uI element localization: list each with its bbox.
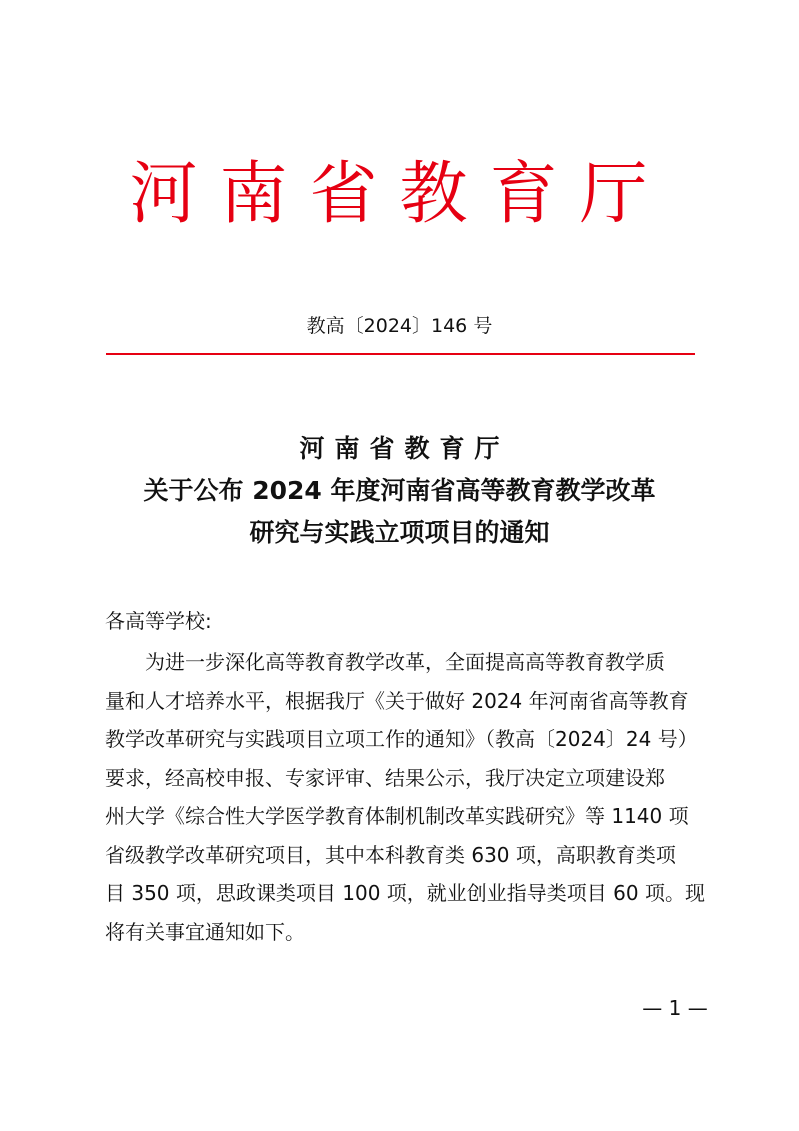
title-line-1: 河南省教育厅: [299, 434, 510, 463]
body-line: 量和人才培养水平，根据我厅《关于做好 2024 年河南省高等教育: [105, 688, 689, 713]
title-line-3: 研究与实践立项项目的通知: [249, 518, 550, 547]
body-paragraph: [105, 643, 715, 951]
notice-title: [0, 428, 799, 554]
body-line: 要求，经高校申报、专家评审、结果公示，我厅决定立项建设郑: [105, 765, 665, 790]
document-number: 教高〔2024〕146 号: [306, 315, 493, 337]
body-line: 目 350 项，思政课类项目 100 项，就业创业指导类项目 60 项。现: [105, 881, 705, 905]
masthead-title: 河南省教育厅: [129, 155, 670, 234]
body-line: 将有关事宜通知如下。: [105, 919, 305, 944]
title-line-2: 关于公布 2024 年度河南省高等教育教学改革: [143, 476, 656, 505]
body-line: 教学改革研究与实践项目立项工作的通知》（教高〔2024〕24 号）: [105, 727, 698, 751]
body-line: 为进一步深化高等教育教学改革，全面提高高等教育教学质: [145, 650, 665, 674]
page-number: — 1 —: [642, 996, 708, 1020]
body-line: 省级教学改革研究项目，其中本科教育类 630 项，高职教育类项: [105, 842, 676, 867]
salutation: 各高等学校:: [105, 609, 212, 633]
red-divider-line: [106, 353, 695, 355]
body-line: 州大学《综合性大学医学教育体制机制改革实践研究》等 1140 项: [105, 804, 689, 828]
